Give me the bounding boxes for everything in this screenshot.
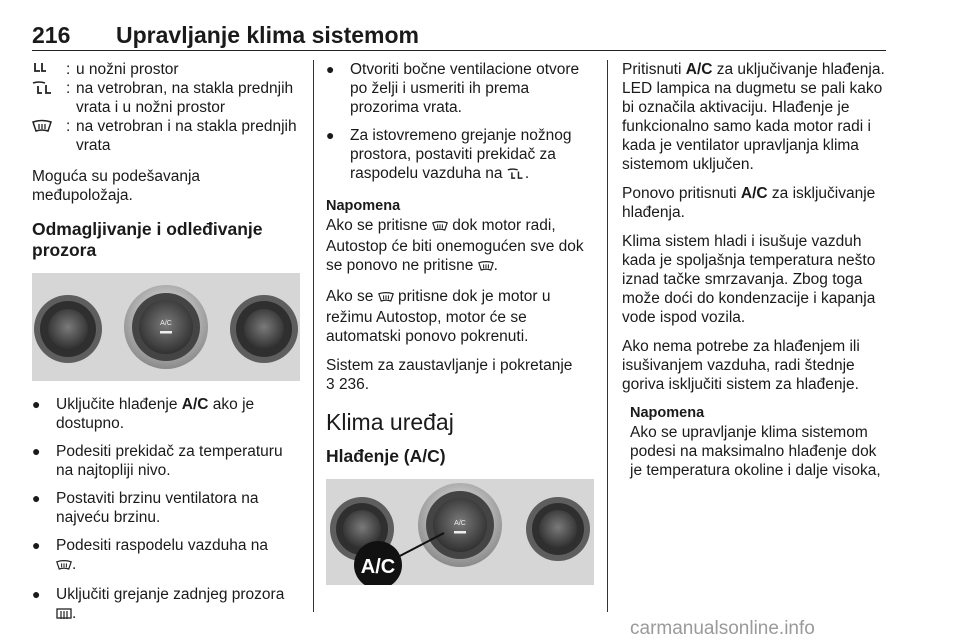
column-divider: [313, 60, 314, 612]
windscreen-defrost-icon: [432, 218, 448, 237]
bullet-item: ● Podesiti raspodelu vazduha na .: [32, 536, 300, 576]
column-1: [32, 60, 300, 634]
bullet-item: ● Uključiti grejanje zadnjeg prozora .: [32, 585, 300, 625]
note-text: Ako se upravljanje klima sistemom podesi na maksimalno hlađenje dok je temperatura okoline i dalje visoka,: [630, 424, 881, 479]
paragraph: Ako nema potrebe za hlađenjem ili isušivanjem vazduha, radi štednje goriva isključiti sistem za hlađenje.: [622, 338, 860, 393]
ac-callout: A/C: [360, 556, 396, 578]
climate-control-knobs: [32, 273, 300, 381]
bullet-item: ● Otvoriti bočne ventilacione otvore po želji i usmeriti ih prema prozorima vrata.: [326, 61, 580, 116]
floor-airflow-icon: [32, 60, 66, 79]
bullet-item: ● Za istovremeno grejanje nožnog prostora, postaviti prekidač za raspodelu vazduha na .: [326, 126, 594, 185]
paragraph: Klima sistem hladi i isušuje vazduh kada je spoljašnja temperatura nešto iznad tačke smrzavanja. Zbog toga može doći do kondenzacije i kapanja vode ispod vozila.: [622, 233, 876, 326]
windscreen-defrost-icon: [56, 557, 72, 576]
mode-row: [32, 60, 300, 79]
stop-start-text: Sistem za zaustavljanje i pokretanje 3 236.: [326, 357, 573, 393]
note-heading: Napomena: [630, 405, 705, 421]
bullet-item: ● Postaviti brzinu ventilatora na najveću brzinu.: [32, 490, 259, 526]
climate-control-figure: [32, 273, 300, 381]
column-2: [326, 60, 594, 599]
mode-text: u nožni prostor: [76, 61, 179, 78]
note-text: Ako se pritisne dok motor radi, Autostop će biti onemogućen sve dok se ponovo ne pritisne .: [326, 216, 594, 277]
subsection-heading: Hlađenje (A/C): [326, 446, 446, 466]
windscreen-defrost-icon: [478, 258, 494, 277]
windscreen-floor-airflow-icon: [32, 79, 66, 117]
mode-colon: :: [66, 118, 71, 135]
watermark: carmanualsonline.info: [630, 618, 815, 639]
mode-row: [32, 79, 300, 117]
mode-text: na vetrobran, na stakla prednjih vrata i u nožni prostor: [76, 80, 294, 116]
mode-colon: :: [66, 61, 71, 78]
windscreen-floor-airflow-icon: [507, 166, 525, 185]
column-divider: [607, 60, 608, 612]
windscreen-defrost-icon: [378, 289, 394, 308]
mode-row: [32, 117, 300, 155]
paragraph: Ponovo pritisnuti A/C za isključivanje hlađenja.: [622, 185, 876, 221]
ac-label: A/C: [454, 520, 466, 527]
paragraph: Pritisnuti A/C za uključivanje hlađenja. LED lampica na dugmetu se pali kako bi označila aktivaciju. Hlađenje je funkcionalno samo kada motor radi i kada je ventilator upravljanja klima sistemom uključen.: [622, 61, 885, 173]
mode-colon: :: [66, 80, 71, 97]
mode-text: na vetrobran i na stakla prednjih vrata: [76, 118, 297, 154]
ac-label: A/C: [160, 320, 172, 327]
section-heading: Odmagljivanje i odleđivanje prozora: [32, 219, 263, 260]
note-heading: Napomena: [326, 198, 401, 214]
climate-control-knobs: [326, 479, 594, 585]
note-text: Ako se pritisne dok je motor u režimu Autostop, motor će se automatski ponovo pokrenuti.: [326, 288, 551, 345]
section-heading: Klima uređaj: [326, 409, 454, 435]
windscreen-defrost-icon: [32, 117, 66, 155]
page-number: 216: [32, 22, 71, 48]
page-header: [32, 18, 886, 51]
bullet-item: ● Uključite hlađenje A/C ako je dostupno.: [32, 396, 255, 432]
page-reference[interactable]: 236.: [338, 376, 370, 393]
rear-window-heating-icon: [56, 606, 72, 625]
column-3: [622, 60, 890, 490]
intermediate-text: Moguća su podešavanja međupoložaja.: [32, 168, 201, 204]
ac-button-figure: [326, 479, 594, 585]
bullet-item: ● Podesiti prekidač za temperaturu na najtopliji nivo.: [32, 443, 283, 479]
page-reference-arrow: 3: [326, 376, 335, 393]
page-title: Upravljanje klima sistemom: [116, 22, 419, 48]
